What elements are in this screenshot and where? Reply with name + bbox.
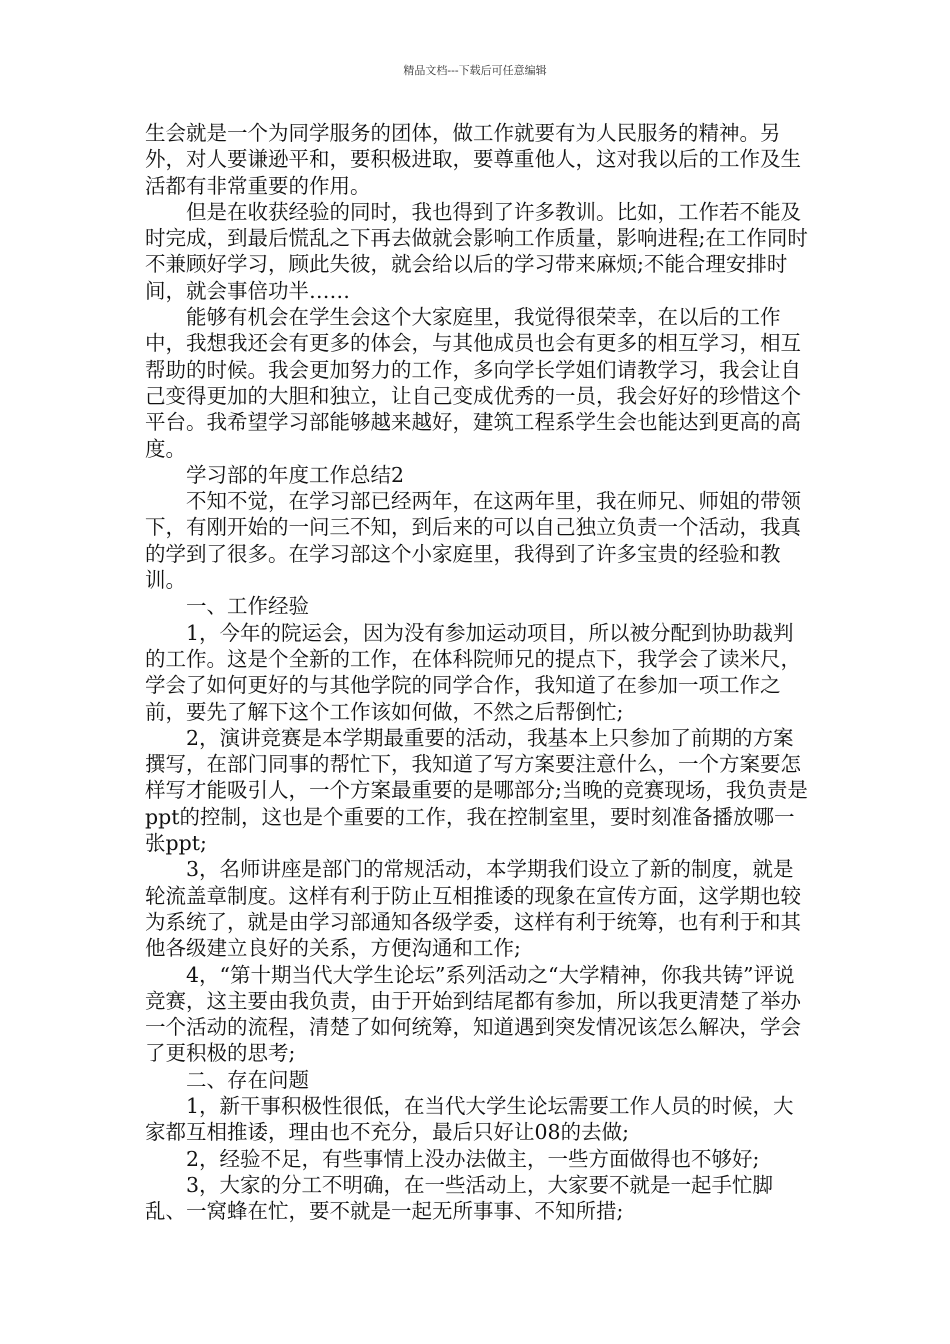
section-heading: 一、工作经验 [186, 594, 309, 619]
list-item: 2，演讲竞赛是本学期最重要的活动，我基本上只参加了前期的方案撰写，在部门同事的帮忙下，我知道了写方案要注意什么，一个方案要怎样写才能吸引人，一个方案最重要的是哪部分;当晚的竞赛现场，我负责是ppt的控制，这也是个重要的工作，我在控制室里，要时刻准备播放哪一张ppt; [145, 725, 808, 856]
list-item: 3，大家的分工不明确，在一些活动上，大家要不就是一起手忙脚乱、一窝蜂在忙，要不就是一起无所事事、不知所措; [145, 1172, 774, 1224]
paragraph: 能够有机会在学生会这个大家庭里，我觉得很荣幸，在以后的工作中，我想我还会有更多的体会，与其他成员也会有更多的相互学习，相互帮助的时候。我会更加努力的工作，多向学长学姐们请教学习，我会让自己变得更加的大胆和独立，让自己变成优秀的一员，我会好好的珍惜这个平台。我希望学习部能够越来越好，建筑工程系学生会也能达到更高的高度。 [145, 305, 801, 461]
paragraph: 生会就是一个为同学服务的团体，做工作就要有为人民服务的精神。另外，对人要谦逊平和，要积极进取，要尊重他人，这对我以后的工作及生活都有非常重要的作用。 [145, 121, 801, 198]
paragraph: 不知不觉，在学习部已经两年，在这两年里，我在师兄、师姐的带领下，有刚开始的一问三不知，到后来的可以自己独立负责一个活动，我真的学到了很多。在学习部这个小家庭里，我得到了许多宝贵的经验和教训。 [145, 489, 801, 593]
page-header: 精品文档---下载后可任意编辑 [403, 64, 547, 77]
section-heading: 二、存在问题 [186, 1067, 309, 1092]
list-item: 3，名师讲座是部门的常规活动，本学期我们设立了新的制度，就是轮流盖章制度。这样有利于防止互相推诿的现象在宣传方面，这学期也较为系统了，就是由学习部通知各级学委，这样有利于统筹，也有利于和其他各级建立良好的关系，方便沟通和工作; [145, 857, 801, 961]
list-item: 2，经验不足，有些事情上没办法做主，一些方面做得也不够好; [186, 1146, 760, 1171]
list-item: 4，“第十期当代大学生论坛”系列活动之“大学精神，你我共铸”评说竞赛，这主要由我负责，由于开始到结尾都有参加，所以我更清楚了举办一个活动的流程，清楚了如何统筹，知道遇到突发情况该怎么解决，学会了更积极的思考; [145, 962, 801, 1066]
document-body [145, 120, 810, 1224]
section-title: 学习部的年度工作总结2 [186, 462, 405, 487]
paragraph: 但是在收获经验的同时，我也得到了许多教训。比如，工作若不能及时完成，到最后慌乱之下再去做就会影响工作质量，影响进程;在工作同时不兼顾好学习，顾此失彼，就会给以后的学习带来麻烦;不能合理安排时间，就会事倍功半…… [145, 199, 808, 303]
list-item: 1，今年的院运会，因为没有参加运动项目，所以被分配到协助裁判的工作。这是个全新的工作，在体科院师兄的提点下，我学会了读米尺，学会了如何更好的与其他学院的同学合作，我知道了在参加一项工作之前，要先了解下这个工作该如何做，不然之后帮倒忙; [145, 620, 801, 724]
list-item: 1，新干事积极性很低，在当代大学生论坛需要工作人员的时候，大家都互相推诿，理由也不充分，最后只好让08的去做; [145, 1093, 794, 1145]
